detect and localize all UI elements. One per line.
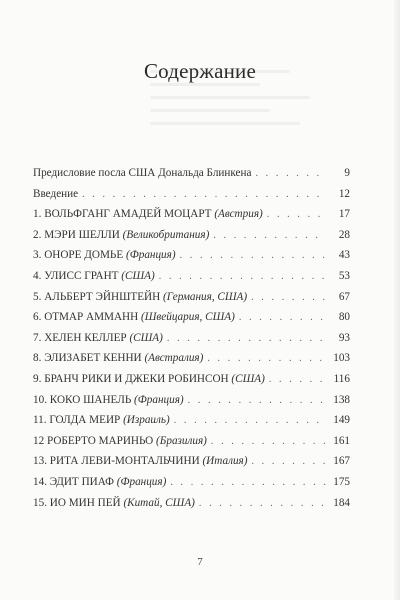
toc-entry-label xyxy=(33,472,166,493)
toc-entry xyxy=(33,451,350,472)
toc-entry xyxy=(33,287,350,308)
toc-entry-country: (Австралия) xyxy=(144,352,204,365)
toc-entry-title: 15. ИО МИН ПЕЙ xyxy=(33,496,124,509)
toc-entry-page: 116 xyxy=(333,372,350,385)
page-number: 7 xyxy=(197,556,203,568)
dot-leader xyxy=(170,473,326,494)
toc-entry-page: 138 xyxy=(333,393,350,406)
toc-entry-page: 9 xyxy=(344,167,350,179)
toc-entry-page: 17 xyxy=(338,208,350,221)
toc-entry-label xyxy=(33,184,78,205)
toc-entry-country: (США) xyxy=(121,269,155,282)
toc-entry xyxy=(33,184,350,205)
toc-entry-title: 5. АЛЬБЕРТ ЭЙНШТЕЙН xyxy=(33,290,163,303)
toc-entry-label xyxy=(33,493,195,514)
dot-leader xyxy=(255,164,326,185)
dot-leader xyxy=(188,391,326,412)
toc-entry xyxy=(33,493,350,514)
dot-leader xyxy=(199,494,326,515)
toc-entry-page: 12 xyxy=(338,187,350,200)
toc-entry-country: (Франция) xyxy=(134,393,184,406)
page-edge-shadow xyxy=(394,0,400,600)
toc-entry-page: 43 xyxy=(338,249,350,262)
toc-entry xyxy=(33,204,350,225)
toc-entry-title: 9. БРАНЧ РИКИ И ДЖЕКИ РОБИНСОН xyxy=(33,372,232,385)
toc-entry-label xyxy=(33,204,263,225)
toc-entry xyxy=(33,328,350,349)
toc-entry xyxy=(33,266,350,287)
toc-entry-page: 167 xyxy=(333,455,350,468)
toc-entry-label xyxy=(33,245,176,266)
dot-leader xyxy=(251,452,326,473)
toc-entry-label xyxy=(33,266,155,287)
toc-entry-title: 4. УЛИСС ГРАНТ xyxy=(33,269,122,282)
table-of-contents xyxy=(33,163,350,513)
toc-entry xyxy=(33,410,350,431)
toc-entry-label xyxy=(33,451,247,472)
toc-entry xyxy=(33,431,350,452)
dot-leader xyxy=(239,308,326,329)
toc-entry-country: (Великобритания) xyxy=(122,228,210,241)
toc-entry xyxy=(33,369,350,390)
toc-entry xyxy=(33,390,350,411)
dot-leader xyxy=(213,226,326,247)
toc-entry-title: 8. ЭЛИЗАБЕТ КЕННИ xyxy=(33,352,145,365)
dot-leader xyxy=(174,411,326,432)
toc-entry-label xyxy=(33,348,203,369)
toc-entry-page: 93 xyxy=(338,331,350,344)
toc-entry-title: 7. ХЕЛЕН КЕЛЛЕР xyxy=(33,331,130,344)
toc-entry-label xyxy=(33,307,235,328)
dot-leader xyxy=(207,349,326,370)
dot-leader xyxy=(267,205,326,226)
toc-entry-page: 53 xyxy=(338,269,350,282)
toc-entry-country: (Италия) xyxy=(202,455,248,468)
toc-entry-title: 13. РИТА ЛЕВИ-МОНТАЛЬЧИНИ xyxy=(33,455,203,468)
toc-entry-country: (Германия, США) xyxy=(162,290,248,303)
toc-entry xyxy=(33,348,350,369)
dot-leader xyxy=(167,329,326,350)
toc-entry-page: 80 xyxy=(338,311,350,324)
toc-entry-title: 14. ЭДИТ ПИАФ xyxy=(33,475,117,488)
toc-entry-page: 175 xyxy=(333,475,350,488)
toc-entry-page: 149 xyxy=(333,414,350,427)
dot-leader xyxy=(180,246,326,267)
toc-entry-title: 12 РОБЕРТО МАРИНЬО xyxy=(33,434,157,447)
toc-entry-country: (Китай, США) xyxy=(123,496,195,509)
toc-entry-country: (Австрия) xyxy=(214,208,263,221)
toc-entry-country: (Израиль) xyxy=(123,414,170,427)
dot-leader xyxy=(269,370,326,391)
dot-leader xyxy=(159,267,326,288)
toc-entry-country: (Франция) xyxy=(116,475,167,488)
toc-entry-page: 161 xyxy=(333,434,350,447)
toc-entry-title: 11. ГОЛДА МЕИР xyxy=(33,414,124,427)
toc-entry-title: 6. ОТМАР АММАНН xyxy=(33,311,142,324)
toc-entry-label xyxy=(33,369,265,390)
toc-entry-label xyxy=(33,410,170,431)
toc-entry-page: 184 xyxy=(333,496,350,509)
toc-entry-title: Предисловие посла США Дональда Блинкена xyxy=(33,167,252,179)
toc-entry-title: 1. ВОЛЬФГАНГ АМАДЕЙ МОЦАРТ xyxy=(33,208,215,221)
toc-entry-label xyxy=(33,328,163,349)
toc-entry-label xyxy=(33,390,184,411)
toc-entry-title: 10. КОКО ШАНЕЛЬ xyxy=(33,393,135,406)
toc-entry-page: 103 xyxy=(333,352,350,365)
toc-entry xyxy=(33,307,350,328)
page-title: Содержание xyxy=(143,59,257,83)
toc-entry-title: 3. ОНОРЕ ДОМЬЕ xyxy=(33,249,126,262)
toc-entry-country: (США) xyxy=(231,372,265,385)
toc-entry-label xyxy=(33,225,209,246)
toc-entry xyxy=(33,163,350,184)
toc-entry-country: (Франция) xyxy=(126,249,176,262)
toc-entry xyxy=(33,245,350,266)
toc-entry-label xyxy=(33,287,247,308)
toc-entry-page: 67 xyxy=(338,290,350,303)
dot-leader xyxy=(251,288,326,309)
toc-entry xyxy=(33,225,350,246)
toc-entry-title: 2. МЭРИ ШЕЛЛИ xyxy=(33,228,123,241)
toc-entry-country: (Бразилия) xyxy=(156,434,207,447)
toc-entry-country: (США) xyxy=(129,331,163,344)
toc-entry-label xyxy=(33,163,251,184)
dot-leader xyxy=(82,185,326,206)
toc-entry-title: Введение xyxy=(33,187,79,200)
dot-leader xyxy=(211,432,326,453)
toc-entry xyxy=(33,472,350,493)
toc-entry-page: 28 xyxy=(338,228,350,241)
toc-entry-label xyxy=(33,431,207,452)
toc-entry-country: (Швейцария, США) xyxy=(141,311,235,324)
